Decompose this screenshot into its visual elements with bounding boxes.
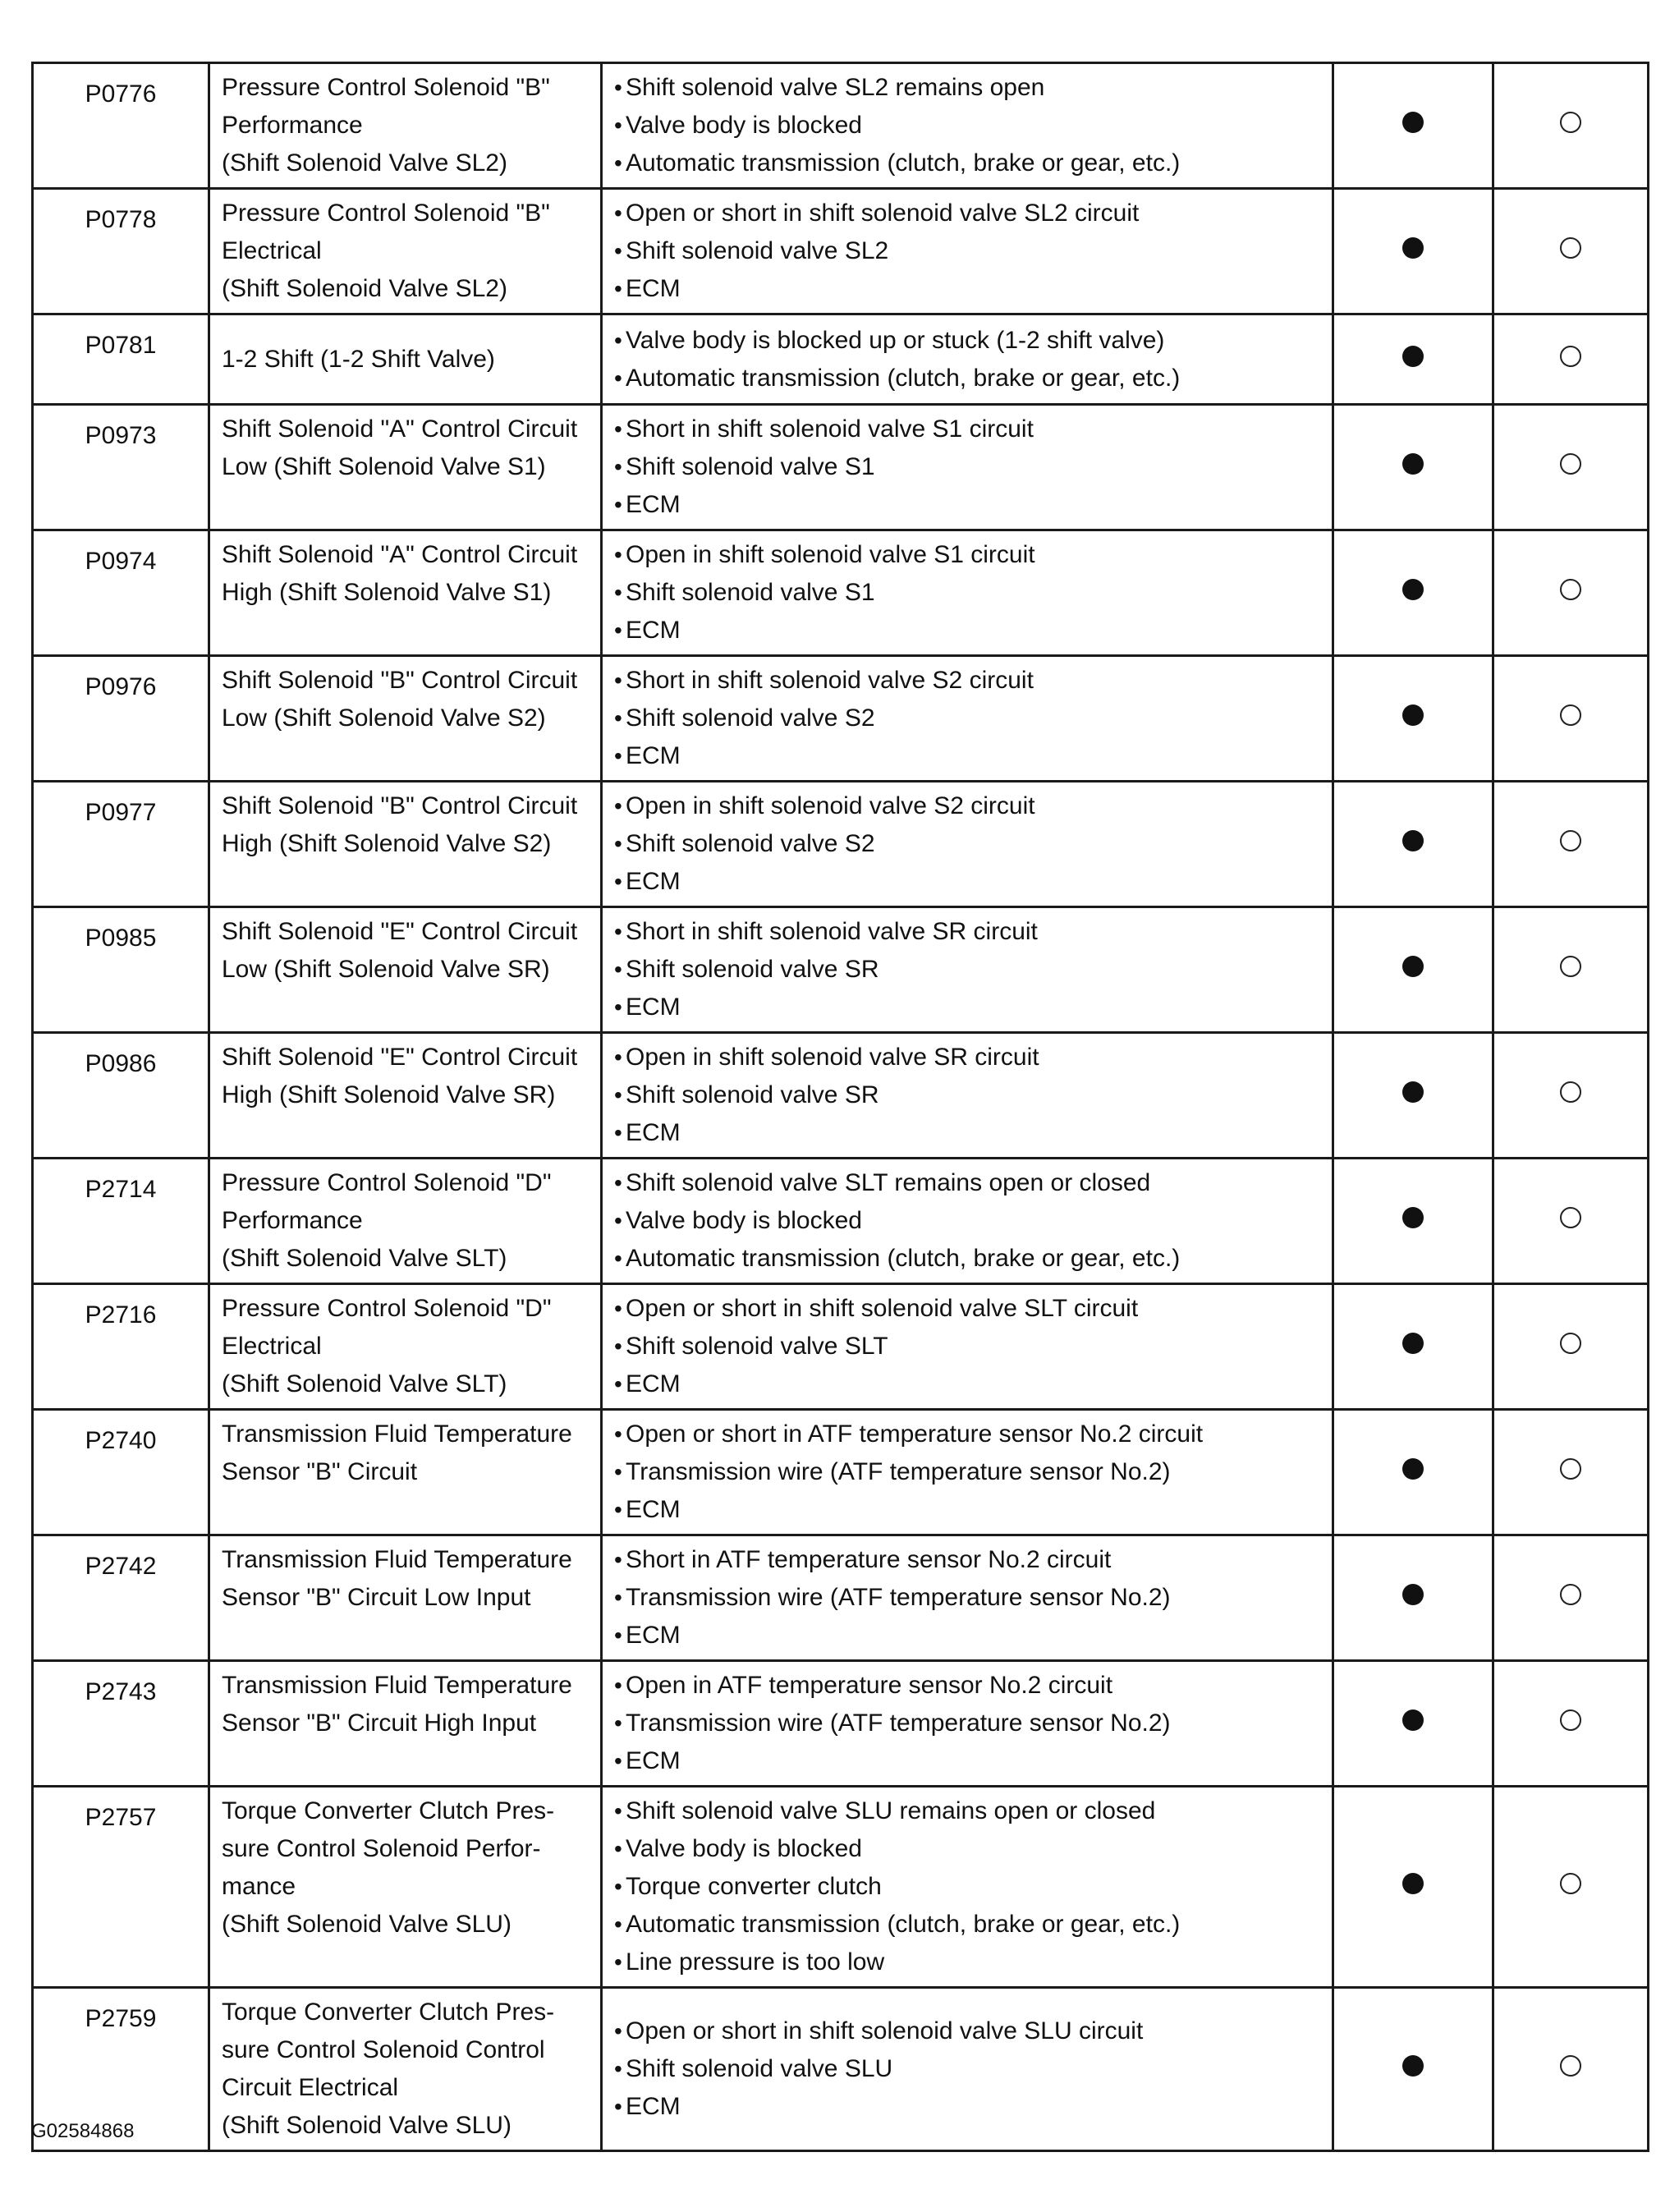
figure-id: G02584868 bbox=[31, 2120, 135, 2142]
detection-item bbox=[209, 1988, 602, 2151]
filled-circle-icon bbox=[1402, 1207, 1424, 1228]
open-circle-icon bbox=[1560, 1207, 1581, 1228]
trouble-area-item: • Automatic transmission (clutch, brake or gear, etc.) bbox=[614, 1240, 1323, 1278]
detection-item-line: (Shift Solenoid Valve SLU) bbox=[222, 2112, 511, 2139]
trouble-area-item: • Transmission wire (ATF temperature sensor No.2) bbox=[614, 1705, 1323, 1742]
trouble-area-item: • Transmission wire (ATF temperature sensor No.2) bbox=[614, 1453, 1323, 1491]
detection-item-line: Shift Solenoid "A" Control Circuit bbox=[222, 541, 578, 568]
mil-cell bbox=[1333, 1787, 1493, 1988]
detection-item bbox=[209, 530, 602, 656]
dtc-code: P2740 bbox=[33, 1410, 209, 1535]
detection-item-line: Low (Shift Solenoid Valve SR) bbox=[222, 956, 550, 983]
dtc-code: P2742 bbox=[33, 1535, 209, 1661]
detection-item bbox=[209, 1410, 602, 1535]
detection-item-line: Pressure Control Solenoid "B" bbox=[222, 74, 550, 101]
dtc-code: P0973 bbox=[33, 405, 209, 530]
detection-item bbox=[209, 314, 602, 405]
dtc-code: P0781 bbox=[33, 314, 209, 405]
mil-cell bbox=[1333, 530, 1493, 656]
dtc-code: P0977 bbox=[33, 782, 209, 907]
trouble-area-item: • Shift solenoid valve SR bbox=[614, 951, 1323, 989]
memory-cell bbox=[1493, 907, 1649, 1033]
open-circle-icon bbox=[1560, 1584, 1581, 1605]
filled-circle-icon bbox=[1402, 1584, 1424, 1605]
trouble-area-item: • Shift solenoid valve SR bbox=[614, 1076, 1323, 1114]
detection-item-line: sure Control Solenoid Perfor- bbox=[222, 1835, 541, 1862]
dtc-code: P0778 bbox=[33, 189, 209, 314]
mil-cell bbox=[1333, 405, 1493, 530]
trouble-area-item: • Open in shift solenoid valve S2 circuit bbox=[614, 787, 1323, 825]
detection-item-line: Circuit Electrical bbox=[222, 2074, 399, 2101]
memory-cell bbox=[1493, 1787, 1649, 1988]
detection-item-line: Transmission Fluid Temperature bbox=[222, 1420, 572, 1448]
trouble-area bbox=[602, 1988, 1333, 2151]
memory-cell bbox=[1493, 1661, 1649, 1787]
trouble-area-item: • Automatic transmission (clutch, brake or gear, etc.) bbox=[614, 145, 1323, 182]
detection-item-line: Torque Converter Clutch Pres- bbox=[222, 1999, 555, 2026]
open-circle-icon bbox=[1560, 346, 1581, 367]
table-row bbox=[33, 189, 1649, 314]
table-row bbox=[33, 1787, 1649, 1988]
detection-item bbox=[209, 1661, 602, 1787]
trouble-area-item: • Valve body is blocked bbox=[614, 1202, 1323, 1240]
mil-cell bbox=[1333, 63, 1493, 189]
detection-item-line: mance bbox=[222, 1873, 296, 1900]
memory-cell bbox=[1493, 1410, 1649, 1535]
detection-item-line: Shift Solenoid "E" Control Circuit bbox=[222, 1044, 578, 1071]
trouble-area-item: • Valve body is blocked up or stuck (1-2 shift valve) bbox=[614, 322, 1323, 360]
trouble-area-item: • Torque converter clutch bbox=[614, 1868, 1323, 1906]
detection-item bbox=[209, 189, 602, 314]
mil-cell bbox=[1333, 656, 1493, 782]
dtc-code: P2714 bbox=[33, 1159, 209, 1284]
table-row bbox=[33, 1988, 1649, 2151]
memory-cell bbox=[1493, 1535, 1649, 1661]
trouble-area-item: • Shift solenoid valve SLU bbox=[614, 2050, 1323, 2088]
detection-item-line: Shift Solenoid "B" Control Circuit bbox=[222, 667, 578, 694]
trouble-area-item: • Transmission wire (ATF temperature sensor No.2) bbox=[614, 1579, 1323, 1617]
memory-cell bbox=[1493, 189, 1649, 314]
trouble-area-item: • Automatic transmission (clutch, brake or gear, etc.) bbox=[614, 1906, 1323, 1944]
dtc-table bbox=[31, 62, 1649, 2152]
open-circle-icon bbox=[1560, 1081, 1581, 1103]
table-row bbox=[33, 1284, 1649, 1410]
detection-item-line: High (Shift Solenoid Valve S1) bbox=[222, 579, 552, 606]
mil-cell bbox=[1333, 1284, 1493, 1410]
detection-item-line: Low (Shift Solenoid Valve S2) bbox=[222, 704, 546, 732]
trouble-area-item: • Valve body is blocked bbox=[614, 107, 1323, 145]
filled-circle-icon bbox=[1402, 830, 1424, 851]
trouble-area-item: • ECM bbox=[614, 2088, 1323, 2126]
detection-item-line: Shift Solenoid "A" Control Circuit bbox=[222, 415, 578, 443]
trouble-area-item: • Line pressure is too low bbox=[614, 1944, 1323, 1981]
detection-item-line: Pressure Control Solenoid "B" bbox=[222, 200, 550, 227]
dtc-code: P2757 bbox=[33, 1787, 209, 1988]
table-row bbox=[33, 63, 1649, 189]
mil-cell bbox=[1333, 1033, 1493, 1159]
dtc-code: P2759 bbox=[33, 1988, 209, 2151]
trouble-area-item: • Open in shift solenoid valve SR circuit bbox=[614, 1039, 1323, 1076]
detection-item-line: (Shift Solenoid Valve SLT) bbox=[222, 1245, 507, 1272]
detection-item-line: Low (Shift Solenoid Valve S1) bbox=[222, 453, 546, 480]
detection-item-line: 1-2 Shift (1-2 Shift Valve) bbox=[222, 345, 495, 373]
detection-item-line: Transmission Fluid Temperature bbox=[222, 1672, 572, 1699]
open-circle-icon bbox=[1560, 579, 1581, 600]
filled-circle-icon bbox=[1402, 237, 1424, 259]
trouble-area bbox=[602, 189, 1333, 314]
mil-cell bbox=[1333, 189, 1493, 314]
detection-item-line: Performance bbox=[222, 1207, 363, 1234]
trouble-area-item: • Open or short in shift solenoid valve SLU circuit bbox=[614, 2012, 1323, 2050]
trouble-area-item: • Short in shift solenoid valve S2 circuit bbox=[614, 662, 1323, 700]
detection-item bbox=[209, 63, 602, 189]
detection-item-line: Electrical bbox=[222, 1333, 322, 1360]
open-circle-icon bbox=[1560, 1709, 1581, 1731]
detection-item-line: (Shift Solenoid Valve SL2) bbox=[222, 149, 507, 177]
filled-circle-icon bbox=[1402, 112, 1424, 133]
dtc-code: P0974 bbox=[33, 530, 209, 656]
table-row bbox=[33, 1410, 1649, 1535]
trouble-area bbox=[602, 314, 1333, 405]
trouble-area-item: • ECM bbox=[614, 1491, 1323, 1529]
detection-item-line: Sensor "B" Circuit bbox=[222, 1458, 418, 1485]
mil-cell bbox=[1333, 1159, 1493, 1284]
trouble-area-item: • Shift solenoid valve SLU remains open or closed bbox=[614, 1792, 1323, 1830]
memory-cell bbox=[1493, 1033, 1649, 1159]
open-circle-icon bbox=[1560, 956, 1581, 977]
open-circle-icon bbox=[1560, 453, 1581, 475]
detection-item-line: (Shift Solenoid Valve SL2) bbox=[222, 275, 507, 302]
trouble-area-item: • Shift solenoid valve S1 bbox=[614, 574, 1323, 612]
dtc-table-body bbox=[33, 63, 1649, 2151]
trouble-area-item: • ECM bbox=[614, 486, 1323, 524]
trouble-area-item: • Open or short in shift solenoid valve SLT circuit bbox=[614, 1290, 1323, 1328]
filled-circle-icon bbox=[1402, 453, 1424, 475]
detection-item-line: Pressure Control Solenoid "D" bbox=[222, 1169, 552, 1196]
memory-cell bbox=[1493, 1284, 1649, 1410]
trouble-area-item: • Shift solenoid valve SLT remains open or closed bbox=[614, 1164, 1323, 1202]
filled-circle-icon bbox=[1402, 346, 1424, 367]
trouble-area-item: • ECM bbox=[614, 1617, 1323, 1654]
open-circle-icon bbox=[1560, 830, 1581, 851]
trouble-area bbox=[602, 1033, 1333, 1159]
trouble-area-item: • ECM bbox=[614, 1114, 1323, 1152]
mil-cell bbox=[1333, 1988, 1493, 2151]
memory-cell bbox=[1493, 782, 1649, 907]
detection-item-line: Transmission Fluid Temperature bbox=[222, 1546, 572, 1573]
table-row bbox=[33, 1661, 1649, 1787]
trouble-area-item: • Shift solenoid valve S2 bbox=[614, 700, 1323, 737]
trouble-area bbox=[602, 1661, 1333, 1787]
detection-item bbox=[209, 656, 602, 782]
trouble-area bbox=[602, 530, 1333, 656]
filled-circle-icon bbox=[1402, 1081, 1424, 1103]
detection-item-line: (Shift Solenoid Valve SLU) bbox=[222, 1911, 511, 1938]
filled-circle-icon bbox=[1402, 704, 1424, 726]
detection-item bbox=[209, 782, 602, 907]
trouble-area-item: • ECM bbox=[614, 989, 1323, 1026]
detection-item-line: Shift Solenoid "E" Control Circuit bbox=[222, 918, 578, 945]
trouble-area bbox=[602, 63, 1333, 189]
trouble-area-item: • Shift solenoid valve SL2 remains open bbox=[614, 69, 1323, 107]
trouble-area-item: • Short in shift solenoid valve SR circuit bbox=[614, 913, 1323, 951]
trouble-area bbox=[602, 782, 1333, 907]
trouble-area-item: • ECM bbox=[614, 270, 1323, 308]
mil-cell bbox=[1333, 1410, 1493, 1535]
filled-circle-icon bbox=[1402, 1458, 1424, 1480]
mil-cell bbox=[1333, 907, 1493, 1033]
trouble-area bbox=[602, 1159, 1333, 1284]
trouble-area-item: • Open or short in shift solenoid valve SL2 circuit bbox=[614, 195, 1323, 232]
detection-item bbox=[209, 1033, 602, 1159]
trouble-area-item: • Shift solenoid valve S2 bbox=[614, 825, 1323, 863]
trouble-area bbox=[602, 1535, 1333, 1661]
detection-item-line: Shift Solenoid "B" Control Circuit bbox=[222, 792, 578, 819]
trouble-area-item: • Valve body is blocked bbox=[614, 1830, 1323, 1868]
table-row bbox=[33, 656, 1649, 782]
memory-cell bbox=[1493, 63, 1649, 189]
detection-item-line: Torque Converter Clutch Pres- bbox=[222, 1797, 555, 1824]
trouble-area-item: • Open in ATF temperature sensor No.2 circuit bbox=[614, 1667, 1323, 1705]
table-row bbox=[33, 314, 1649, 405]
trouble-area bbox=[602, 405, 1333, 530]
trouble-area-item: • Automatic transmission (clutch, brake or gear, etc.) bbox=[614, 360, 1323, 397]
trouble-area-item: • Shift solenoid valve SLT bbox=[614, 1328, 1323, 1365]
detection-item bbox=[209, 1284, 602, 1410]
open-circle-icon bbox=[1560, 1458, 1581, 1480]
trouble-area-item: • Short in shift solenoid valve S1 circuit bbox=[614, 411, 1323, 448]
detection-item bbox=[209, 1159, 602, 1284]
detection-item bbox=[209, 907, 602, 1033]
trouble-area bbox=[602, 1787, 1333, 1988]
detection-item bbox=[209, 1535, 602, 1661]
trouble-area bbox=[602, 1284, 1333, 1410]
detection-item-line: High (Shift Solenoid Valve SR) bbox=[222, 1081, 556, 1108]
filled-circle-icon bbox=[1402, 1709, 1424, 1731]
filled-circle-icon bbox=[1402, 1873, 1424, 1894]
table-row bbox=[33, 530, 1649, 656]
dtc-code: P0985 bbox=[33, 907, 209, 1033]
detection-item-line: Sensor "B" Circuit Low Input bbox=[222, 1584, 531, 1611]
open-circle-icon bbox=[1560, 704, 1581, 726]
detection-item-line: High (Shift Solenoid Valve S2) bbox=[222, 830, 552, 857]
table-row bbox=[33, 907, 1649, 1033]
detection-item-line: sure Control Solenoid Control bbox=[222, 2036, 545, 2063]
mil-cell bbox=[1333, 314, 1493, 405]
table-row bbox=[33, 1033, 1649, 1159]
trouble-area bbox=[602, 1410, 1333, 1535]
table-row bbox=[33, 405, 1649, 530]
trouble-area-item: • ECM bbox=[614, 863, 1323, 901]
open-circle-icon bbox=[1560, 1873, 1581, 1894]
memory-cell bbox=[1493, 1988, 1649, 2151]
detection-item-line: (Shift Solenoid Valve SLT) bbox=[222, 1370, 507, 1397]
open-circle-icon bbox=[1560, 2055, 1581, 2077]
trouble-area-item: • ECM bbox=[614, 1742, 1323, 1780]
filled-circle-icon bbox=[1402, 579, 1424, 600]
memory-cell bbox=[1493, 314, 1649, 405]
trouble-area-item: • Open in shift solenoid valve S1 circuit bbox=[614, 536, 1323, 574]
filled-circle-icon bbox=[1402, 2055, 1424, 2077]
table-row bbox=[33, 1159, 1649, 1284]
memory-cell bbox=[1493, 656, 1649, 782]
memory-cell bbox=[1493, 1159, 1649, 1284]
detection-item bbox=[209, 1787, 602, 1988]
memory-cell bbox=[1493, 530, 1649, 656]
mil-cell bbox=[1333, 782, 1493, 907]
table-row bbox=[33, 782, 1649, 907]
trouble-area-item: • Shift solenoid valve SL2 bbox=[614, 232, 1323, 270]
trouble-area bbox=[602, 656, 1333, 782]
trouble-area bbox=[602, 907, 1333, 1033]
dtc-code: P2743 bbox=[33, 1661, 209, 1787]
mil-cell bbox=[1333, 1535, 1493, 1661]
detection-item bbox=[209, 405, 602, 530]
trouble-area-item: • ECM bbox=[614, 612, 1323, 649]
dtc-code: P2716 bbox=[33, 1284, 209, 1410]
trouble-area-item: • ECM bbox=[614, 737, 1323, 775]
dtc-code: P0986 bbox=[33, 1033, 209, 1159]
open-circle-icon bbox=[1560, 112, 1581, 133]
detection-item-line: Pressure Control Solenoid "D" bbox=[222, 1295, 552, 1322]
open-circle-icon bbox=[1560, 237, 1581, 259]
trouble-area-item: • Open or short in ATF temperature sensor No.2 circuit bbox=[614, 1416, 1323, 1453]
detection-item-line: Sensor "B" Circuit High Input bbox=[222, 1709, 537, 1737]
filled-circle-icon bbox=[1402, 1333, 1424, 1354]
detection-item-line: Performance bbox=[222, 112, 363, 139]
memory-cell bbox=[1493, 405, 1649, 530]
filled-circle-icon bbox=[1402, 956, 1424, 977]
detection-item-line: Electrical bbox=[222, 237, 322, 264]
open-circle-icon bbox=[1560, 1333, 1581, 1354]
mil-cell bbox=[1333, 1661, 1493, 1787]
trouble-area-item: • Shift solenoid valve S1 bbox=[614, 448, 1323, 486]
trouble-area-item: • Short in ATF temperature sensor No.2 circuit bbox=[614, 1541, 1323, 1579]
dtc-code: P0776 bbox=[33, 63, 209, 189]
table-row bbox=[33, 1535, 1649, 1661]
trouble-area-item: • ECM bbox=[614, 1365, 1323, 1403]
dtc-code: P0976 bbox=[33, 656, 209, 782]
